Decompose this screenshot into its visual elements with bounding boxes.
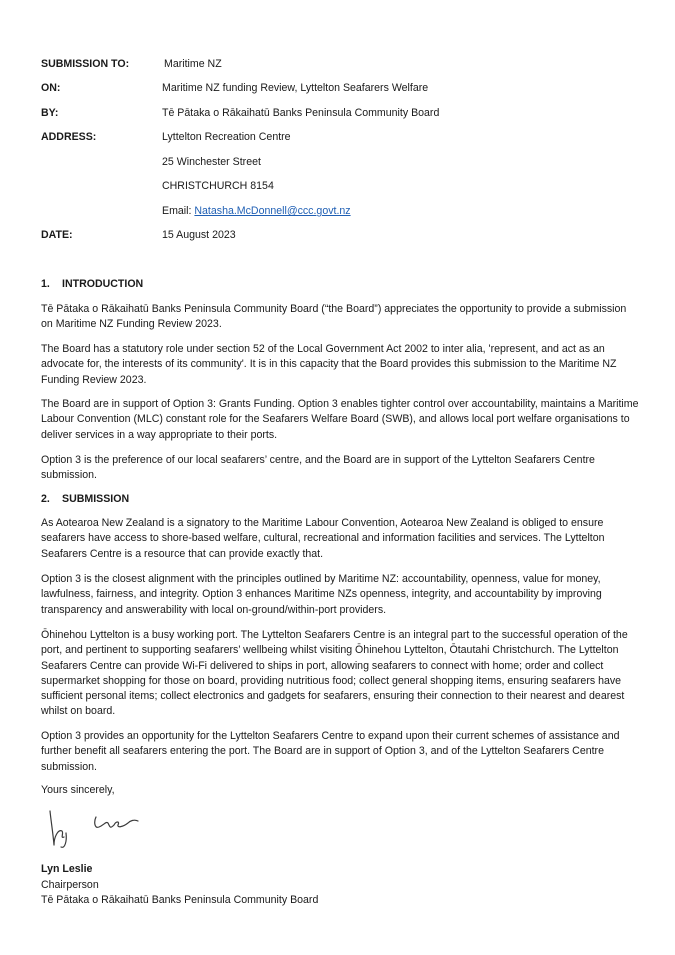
section-2-paragraph-4: Option 3 provides an opportunity for the Lyttelton Seafarers Centre to expand upon their current schemes of assistance and further benefit all seafarers entering the port. The Board are in support of Option 3, and of the Lyttelton Seafarers Centre submission. — [41, 730, 620, 773]
section-1-paragraph-4: Option 3 is the preference of our local seafarers’ centre, and the Board are in support of the Lyttelton Seafarers Centre submission. — [41, 454, 595, 482]
section-1-paragraph-3: The Board are in support of Option 3: Grants Funding. Option 3 enables tighter control over accountability, maintains a Maritime Labour Convention (MLC) constant role for the Seafarers Welfare Board (SWB), and allows local port welfare organisations to deliver services in a way appropriate to their ports. — [41, 398, 639, 441]
section-1-title: INTRODUCTION — [62, 278, 144, 290]
submission-to-label: SUBMISSION TO: — [41, 58, 130, 70]
handwritten-signature — [44, 807, 144, 852]
section-2-title: SUBMISSION — [62, 493, 130, 505]
date-label: DATE: — [41, 229, 73, 241]
on-value: Maritime NZ funding Review, Lyttelton Seafarers Welfare — [162, 82, 429, 94]
section-1-number: 1. — [41, 278, 50, 290]
section-1-paragraph-2: The Board has a statutory role under section 52 of the Local Government Act 2002 to inter alia, 'represent, and act as an advocate for, the interests of its community'. It is in this capacity that the Board provides this submission to the Maritime NZ Funding Review 2023. — [41, 343, 617, 386]
section-2-heading — [41, 493, 129, 505]
submission-to-value: Maritime NZ — [164, 58, 222, 70]
signatory-name: Lyn Leslie — [41, 863, 93, 875]
address-email-line — [162, 205, 351, 217]
signatory-title: Chairperson — [41, 879, 99, 891]
address-line3: CHRISTCHURCH 8154 — [162, 180, 274, 192]
email-prefix: Email: — [162, 205, 195, 217]
section-2-number: 2. — [41, 493, 50, 505]
section-1-heading — [41, 278, 143, 290]
by-label: BY: — [41, 107, 59, 119]
section-1-paragraph-1: Tē Pātaka o Rākaihatū Banks Peninsula Community Board (“the Board”) appreciates the opportunity to provide a submission on Maritime NZ Funding Review 2023. — [41, 303, 627, 331]
on-label: ON: — [41, 82, 61, 94]
salutation: Yours sincerely, — [41, 784, 115, 796]
date-value: 15 August 2023 — [162, 229, 236, 241]
section-2-paragraph-1: As Aotearoa New Zealand is a signatory to the Maritime Labour Convention, Aotearoa New Zealand is obliged to ensure seafarers have access to shore-based welfare, cultural, recreational and information facilities and services. The Lyttelton Seafarers Centre is a resource that can provide exactly that. — [41, 517, 605, 560]
by-value: Tē Pātaka o Rākaihatū Banks Peninsula Community Board — [162, 107, 440, 119]
signatory-organisation: Tē Pātaka o Rākaihatū Banks Peninsula Community Board — [41, 894, 319, 906]
address-line1: Lyttelton Recreation Centre — [162, 131, 291, 143]
section-2-paragraph-2: Option 3 is the closest alignment with the principles outlined by Maritime NZ: accountability, openness, value for money, lawfulness, fairness, and integrity. Option 3 enhances Maritime NZs openness, integrity, and accountability by improving transparency and answerability with local on-ground/within-port providers. — [41, 573, 602, 616]
address-label: ADDRESS: — [41, 131, 97, 143]
section-2-paragraph-3: Ōhinehou Lyttelton is a busy working port. The Lyttelton Seafarers Centre is an integral part to the successful operation of the port, and pertinent to supporting seafarers’ wellbeing whilst visiting Ōhinehou Lyttelton, Ōtautahi Christchurch. The Lyttelton Seafarers Centre can provide Wi-Fi delivered to ships in port, allowing seafarers to connect with home; order and collect supermarket shopping for those on board, providing nutritious food; collect general shopping items, ensuring seafarers have sufficient personal items; collect electronics and gadgets for seafarers, ensuring their connection to their nearest and dearest whilst on board. — [41, 629, 628, 718]
email-link[interactable]: Natasha.McDonnell@ccc.govt.nz — [194, 205, 351, 217]
address-line2: 25 Winchester Street — [162, 156, 261, 168]
